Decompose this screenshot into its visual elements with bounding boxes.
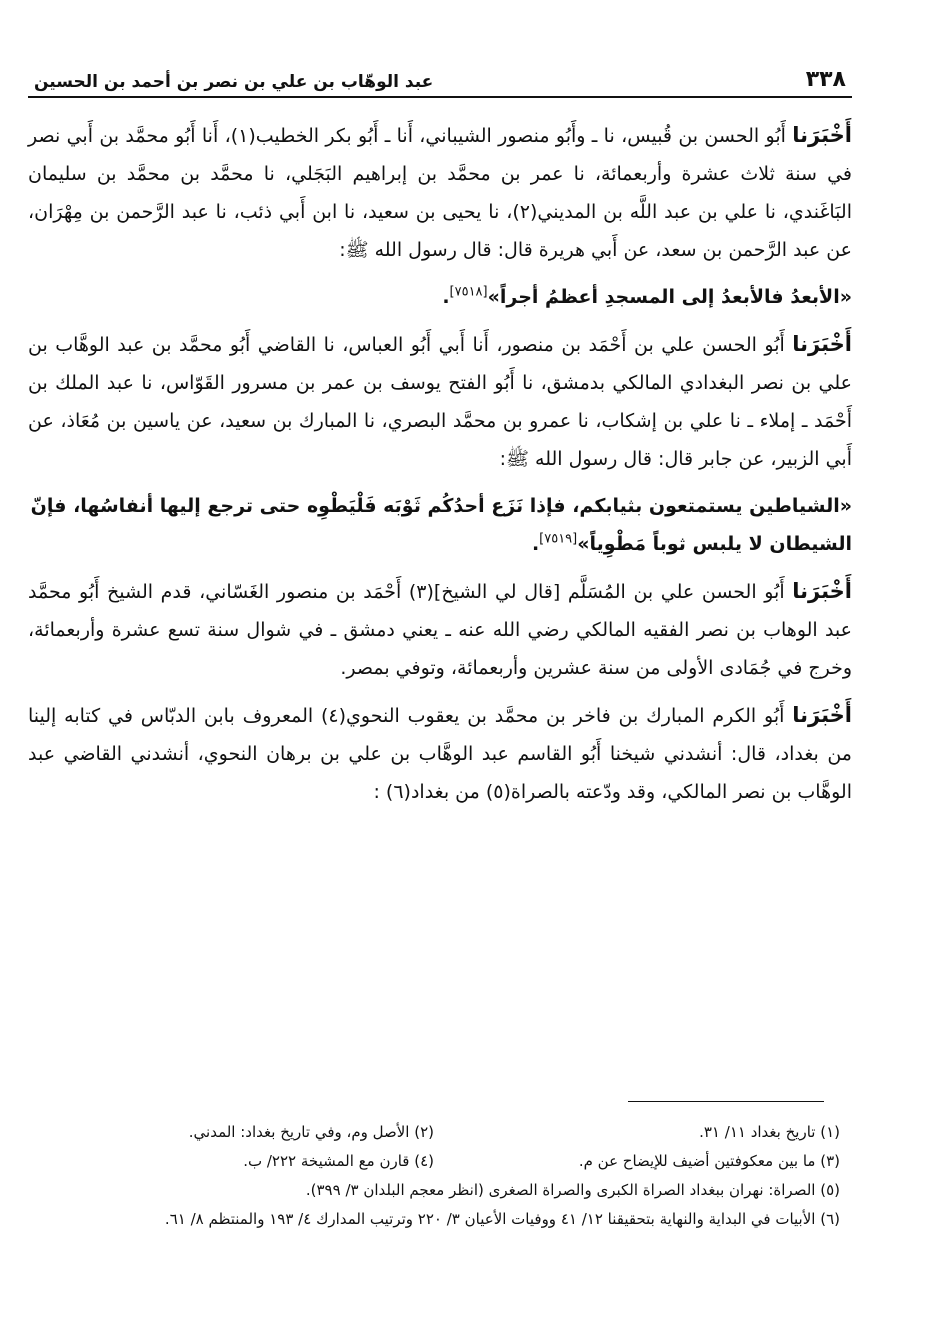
paragraph-lead: أَخْبَرَنا [792,703,852,727]
footnote-1: (١) تاريخ بغداد ١١/ ٣١. [699,1123,840,1141]
footnote-4: (٤) قارن مع المشيخة ٢٢٢/ ب. [243,1152,434,1170]
paragraph [28,696,852,811]
running-title: عبد الوهّاب بن علي بن نصر بن أحمد بن الحسين [34,72,434,92]
paragraph-text: أَبُو الحسن علي بن أَحْمَد بن منصور، أَنا أَبي أَبُو العباس، نا القاضي أَبُو محمَّد بن عبد الوهَّاب بن علي بن نصر البغدادي المالكي بدمشق، نا أَبُو الفتح يوسف بن عمر بن مسرور القَوّاس، نا عبد الملك بن أَحْمَد ـ إملاء ـ نا علي بن إشكاب، نا عمرو بن محمَّد البصري، نا المبارك بن سعيد، عن ياسين بن مُعَاذ، عن أَبي الزبير، عن جابر قال: قال رسول الله ﷺ: [28,334,852,470]
paragraph-text: أَبُو الحسن علي بن المُسَلَّم [قال لي الشيخ](٣) أَحْمَد بن منصور الغَسّاني، قدم الشيخ أَبُو محمَّد عبد الوهاب بن نصر الفقيه المالكي رضي الله عنه ـ يعني دمشق ـ في شوال سنة تسع عشرة وأربعمائة، وخرج في جُمَادى الأولى من سنة عشرين وأربعمائة، وتوفي بمصر. [28,581,852,679]
running-header [28,58,852,96]
paragraph [28,572,852,687]
footnote-3: (٣) ما بين معكوفتين أضيف للإيضاح عن م. [578,1152,840,1170]
paragraph-lead: أَخْبَرَنا [792,332,852,356]
paragraph-lead: أَخْبَرَنا [792,579,852,603]
paragraph [28,116,852,269]
paragraph-lead: أَخْبَرَنا [792,123,852,147]
footnote-row [28,1118,840,1147]
footnote-2: (٢) الأصل وم، وفي تاريخ بغداد: المدني. [188,1123,434,1141]
hadith-text: «الشياطين يستمتعون بثيابكم، فإذا نَزَع أحدُكُم ثَوْبَه فَلْيَطْوِه حتى ترجع إليها أنفاسُها، فإنّ الشيطان لا يلبس ثوباً مَطْوِياً»[٧٥١٩]. [30,495,852,555]
paragraph-text: أَبُو الحسن بن قُبيس، نا ـ وأَبُو منصور الشيباني، أَنا ـ أَبُو بكر الخطيب(١)، أَنا أَبُو محمَّد بن أَبي نصر في سنة ثلاث عشرة وأربعمائة، نا عمر بن محمَّد بن إبراهيم البَجَلي، نا محمَّد بن محمَّد بن سليمان البَاغَندي، نا علي بن عبد اللَّه بن المديني(٢)، نا يحيى بن سعيد، نا ابن أَبي ذئب، نا عبد الرَّحمن بن مِهْرَان، عن عبد الرَّحمن بن سعد، عن أَبي هريرة قال: قال رسول الله ﷺ: [28,125,852,261]
hadith-ref: [٧٥١٨] [449,284,488,300]
hadith-body: «الأبعدُ فالأبعدُ إلى المسجدِ أعظمُ أجراً» [487,286,852,308]
page [28,58,852,820]
footnote-5: (٥) الصراة: نهران ببغداد الصراة الكبرى والصراة الصغرى (انظر معجم البلدان ٣/ ٣٩٩). [305,1181,840,1199]
footnote-row [28,1147,840,1176]
paragraph-text: أَبُو الكرم المبارك بن فاخر بن محمَّد بن يعقوب النحوي(٤) المعروف بابن الدبّاس في كتابه إلينا من بغداد، قال: أنشدني شيخنا أَبُو القاسم عبد الوهَّاب بن علي بن برهان النحوي، أنشدني القاضي عبد الوهَّاب بن نصر المالكي، وقد ودّعته بالصراة(٥) من بغداد(٦) : [28,705,852,803]
hadith-body: «الشياطين يستمتعون بثيابكم، فإذا نَزَع أحدُكُم ثَوْبَه فَلْيَطْوِه حتى ترجع إليها أنفاسُها، فإنّ الشيطان لا يلبس ثوباً مَطْوِياً» [30,495,852,555]
hadith-ref: [٧٥١٩] [539,531,578,547]
page-number: ٣٣٨ [805,67,846,92]
footnote-rule [628,1101,824,1102]
paragraph [28,325,852,478]
hadith-text: «الأبعدُ فالأبعدُ إلى المسجدِ أعظمُ أجراً»[٧٥١٨]. [442,284,852,308]
footnotes [28,1118,840,1234]
body-text [28,98,852,811]
footnote-6: (٦) الأبيات في البداية والنهاية بتحقيقنا ١٢/ ٤١ ووفيات الأعيان ٣/ ٢٢٠ وترتيب المدارك ٤/ ١٩٣ والمنتظم ٨/ ٦١. [164,1210,840,1228]
